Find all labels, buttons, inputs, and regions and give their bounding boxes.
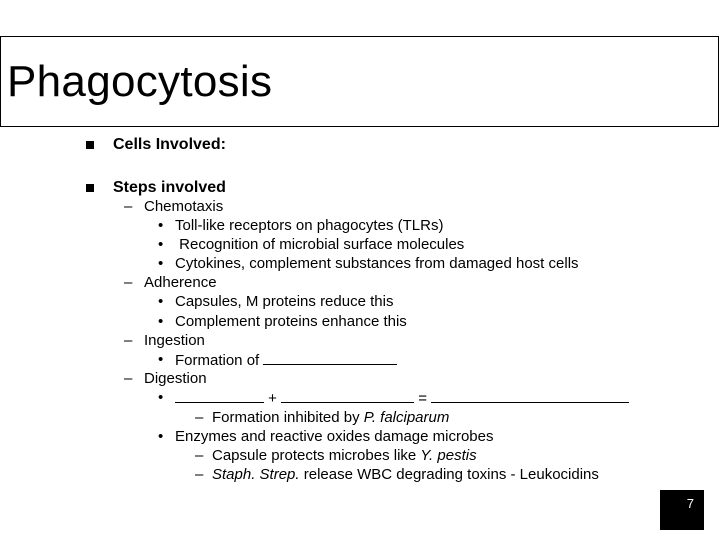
sub-sub-item [195, 446, 477, 465]
sub-item [158, 235, 465, 254]
dot-icon: • [158, 293, 164, 310]
sub-sub-item [195, 465, 599, 484]
equation-blanks [175, 388, 629, 408]
fill-in-blank [431, 388, 629, 403]
dash-icon: – [124, 332, 133, 349]
page-number-box [660, 490, 704, 530]
fill-in-blank [175, 388, 264, 403]
organism-name: P. falciparum [363, 409, 450, 426]
capsule-prefix: Capsule protects microbes like [212, 447, 421, 464]
organism-name: Y. pestis [420, 447, 477, 464]
sub-item-text: Enzymes and reactive oxides damage microbes [175, 428, 494, 445]
dash-icon: – [195, 466, 204, 483]
step-label: Chemotaxis [144, 198, 224, 215]
slide-title: Phagocytosis [7, 57, 273, 106]
sub-sub-item-text [212, 465, 599, 484]
step-chemotaxis [124, 197, 224, 216]
dot-icon: • [158, 255, 164, 272]
dash-icon: – [124, 198, 133, 215]
page-number: 7 [686, 496, 694, 511]
plus-sign: + [264, 390, 282, 407]
dash-icon: – [195, 447, 204, 464]
dot-icon: • [158, 389, 164, 406]
step-ingestion [124, 331, 205, 350]
step-digestion [124, 369, 207, 388]
dot-icon: • [158, 236, 164, 253]
sub-item-text: Cytokines, complement substances from damaged host cells [175, 255, 579, 272]
sub-item-text: Complement proteins enhance this [175, 313, 407, 330]
dot-icon: • [158, 313, 164, 330]
sub-item [158, 254, 579, 273]
staph-rest: release WBC degrading toxins - Leukocidins [299, 466, 599, 483]
bullet-text: Steps involved [113, 179, 226, 196]
dot-icon: • [158, 428, 164, 445]
step-adherence [124, 273, 217, 292]
dash-icon: – [124, 274, 133, 291]
step-label: Digestion [144, 370, 207, 387]
dash-icon: – [124, 370, 133, 387]
organism-name: Staph. Strep. [212, 466, 300, 483]
step-label: Adherence [144, 274, 217, 291]
bullet-text: Cells Involved: [113, 136, 226, 153]
sub-item [158, 216, 444, 235]
sub-item-text: Capsules, M proteins reduce this [175, 293, 394, 310]
sub-item [158, 388, 432, 407]
dot-icon: • [158, 217, 164, 234]
dash-icon: – [195, 409, 204, 426]
sub-item [158, 427, 494, 446]
sub-sub-item-text [212, 446, 477, 465]
dot-icon: • [158, 351, 164, 368]
sub-item [158, 292, 394, 311]
sub-sub-item [195, 408, 450, 427]
square-bullet-icon [86, 141, 94, 149]
sub-sub-item-text [212, 408, 449, 427]
equals-sign: = [414, 390, 432, 407]
step-label: Ingestion [144, 332, 205, 349]
sub-item [158, 350, 264, 369]
fill-in-blank [263, 350, 397, 365]
sub-item-text: Recognition of microbial surface molecules [175, 236, 465, 253]
formation-prefix: Formation of [175, 352, 264, 369]
inhibited-prefix: Formation inhibited by [212, 409, 364, 426]
sub-item [158, 312, 407, 331]
fill-in-blank [281, 388, 414, 403]
square-bullet-icon [86, 184, 94, 192]
sub-item-text: Toll-like receptors on phagocytes (TLRs) [175, 217, 444, 234]
sub-item-text [175, 350, 397, 370]
